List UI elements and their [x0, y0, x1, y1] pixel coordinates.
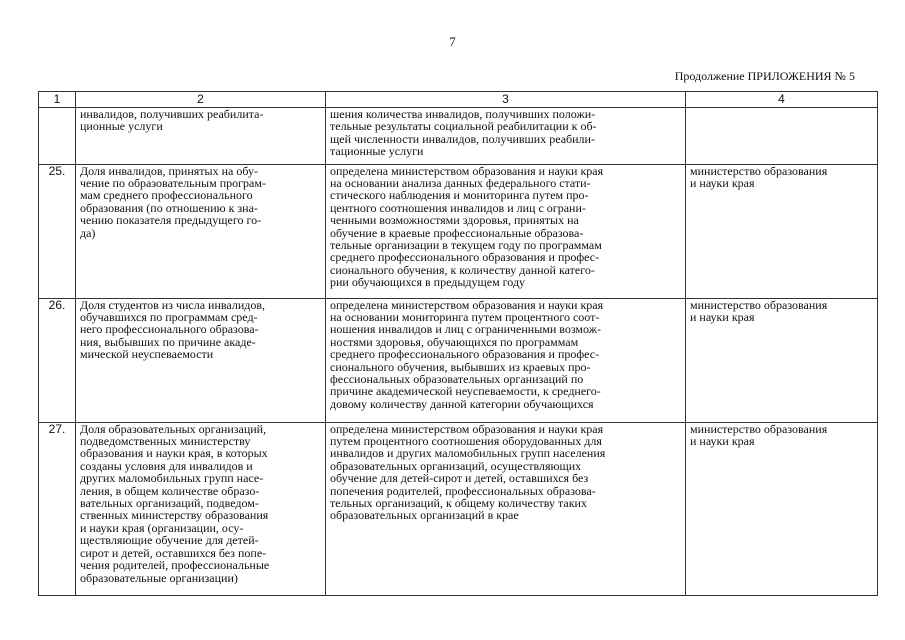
table-row-continued [39, 108, 878, 165]
table-row [39, 422, 878, 595]
row-number: 27. [39, 422, 76, 595]
table-row [39, 164, 878, 298]
responsible-cell: министерство образования и науки края [686, 422, 878, 595]
table-header-row [39, 92, 878, 108]
continuation-label: Продолжение ПРИЛОЖЕНИЯ № 5 [674, 69, 855, 83]
method-cell: определена министерством образования и науки края на основании анализа данных федерального стати- стического наблюдения и мониторинга путем про- центного соотношения инвалидов и лиц с ограни- ченными возможностями здоровья, принятых на обучение в краевые профессиональные образова- тельные организации в текущем году по программам среднего профессионального образования и профес- сионального обучения, к количеству данной катего- рии обучающихся в предыдущем году [326, 164, 686, 298]
row-number [39, 108, 76, 165]
indicators-table [38, 91, 878, 596]
responsible-cell: министерство образования и науки края [686, 298, 878, 422]
table-row [39, 298, 878, 422]
row-number: 25. [39, 164, 76, 298]
column-header-1: 1 [39, 92, 76, 108]
row-number: 26. [39, 298, 76, 422]
column-header-3: 3 [326, 92, 686, 108]
indicator-cell: Доля образовательных организаций, подведомственных министерству образования и науки края, в которых созданы условия для инвалидов и других маломобильных групп насе- ления, в общем количестве образо- вательных организаций, подведом- ственных министерству образования и науки края (организации, осу- ществляющие обучение для детей- сирот и детей, оставшихся без попе- чения родителей, профессиональные образовательные организации) [76, 422, 326, 595]
column-header-2: 2 [76, 92, 326, 108]
indicator-cell: Доля инвалидов, принятых на обу- чение по образовательным програм- мам среднего профессионального образования (по отношению к зна- чению показателя предыдущего го- да) [76, 164, 326, 298]
method-cell: определена министерством образования и науки края путем процентного соотношения оборудованных для инвалидов и других маломобильных групп населения образовательных организаций, осуществляющих обучение для детей-сирот и детей, оставшихся без попечения родителей, профессиональных образова- тельных организаций, к общему количеству таких образовательных организаций в крае [326, 422, 686, 595]
responsible-cell [686, 108, 878, 165]
page-number: 7 [449, 34, 456, 49]
responsible-cell: министерство образования и науки края [686, 164, 878, 298]
method-cell: определена министерством образования и науки края на основании мониторинга путем процентного соот- ношения инвалидов и лиц с ограниченными возмож- ностями здоровья, обучающихся по программам среднего профессионального образования и профес- сионального обучения, выбывших из краевых про- фессиональных образовательных организаций по причине академической неуспеваемости, к среднего- довому количеству данной категории обучающихся [326, 298, 686, 422]
indicator-cell: инвалидов, получивших реабилита- ционные услуги [76, 108, 326, 165]
indicator-cell: Доля студентов из числа инвалидов, обучавшихся по программам сред- него профессионального образова- ния, выбывших по причине акаде- мической неуспеваемости [76, 298, 326, 422]
method-cell: шения количества инвалидов, получивших положи- тельные результаты социальной реабилитации к об- щей численности инвалидов, получивших реабили- тационные услуги [326, 108, 686, 165]
column-header-4: 4 [686, 92, 878, 108]
